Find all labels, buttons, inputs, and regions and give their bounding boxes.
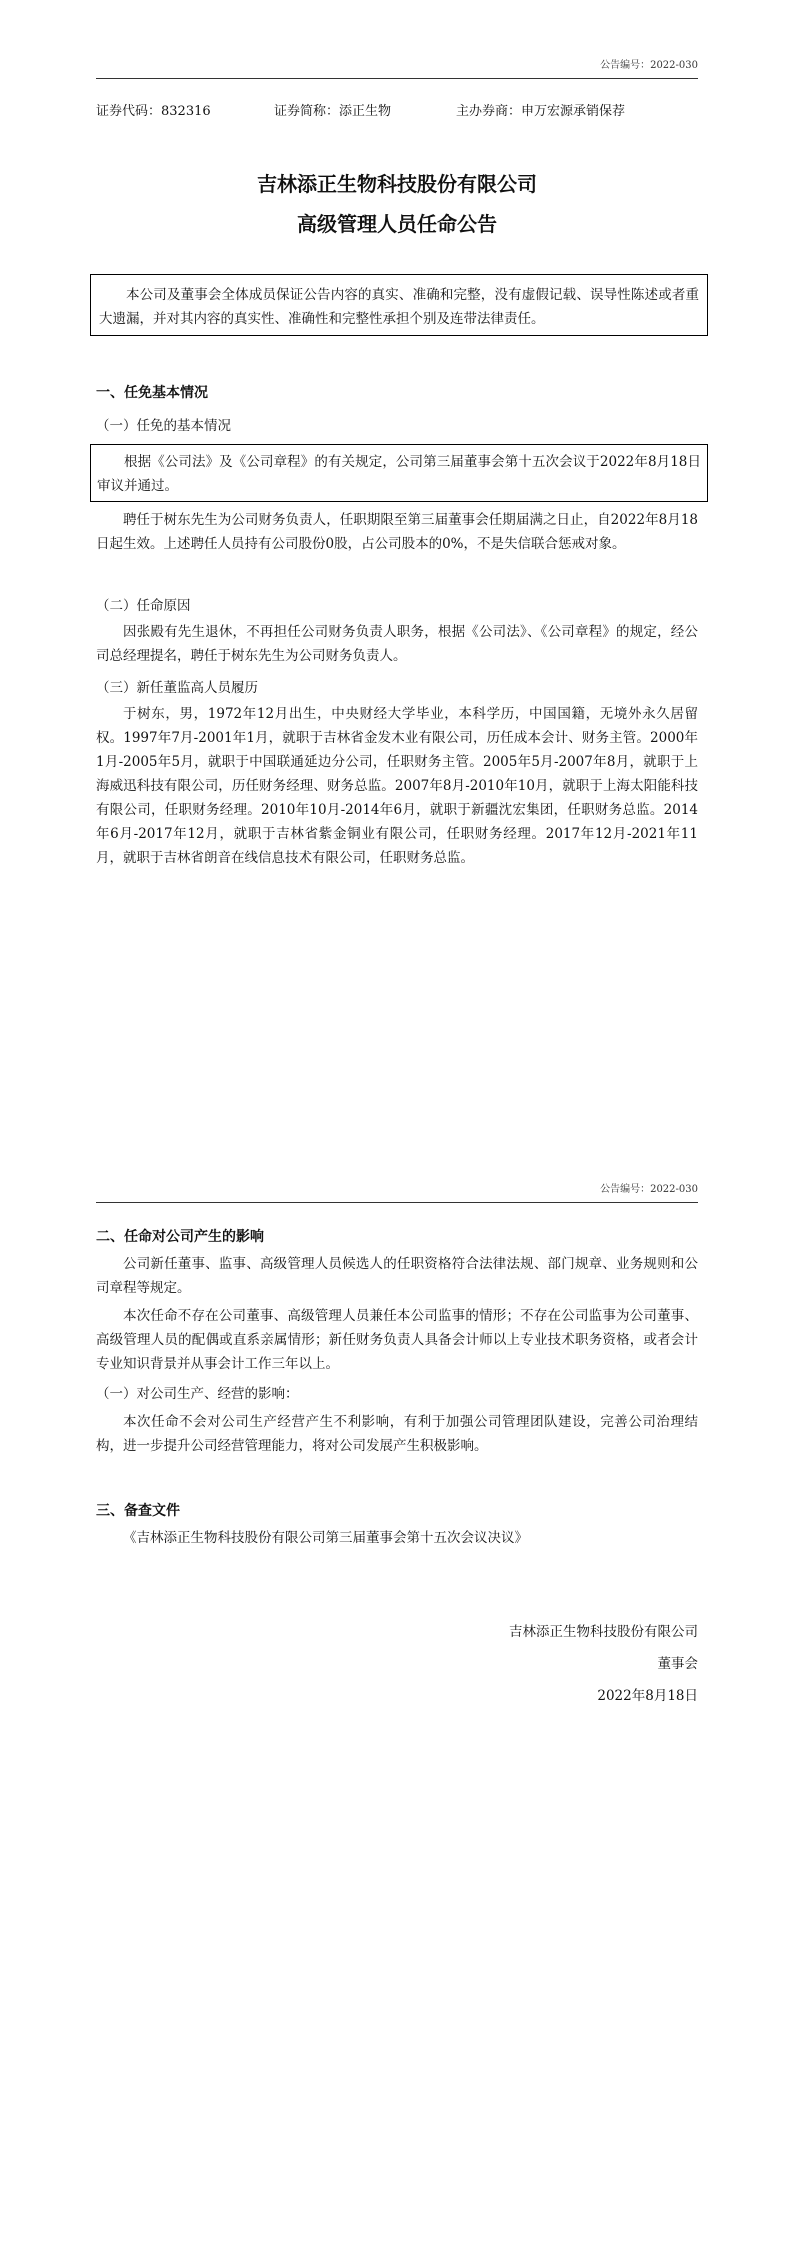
document-title: 高级管理人员任命公告 — [297, 212, 497, 236]
stock-code: 证券代码：832316 — [96, 104, 211, 119]
signature-board: 董事会 — [657, 1656, 698, 1672]
subsection-1-heading: （一）任免的基本情况 — [96, 418, 231, 434]
stock-abbreviation: 证券简称：添正生物 — [274, 104, 392, 119]
header-rule — [96, 1202, 698, 1203]
announcement-number: 公告编号：2022-030 — [600, 60, 698, 71]
impact-paragraph: 本次任命不会对公司生产经营产生不利影响，有利于加强公司管理团队建设，完善公司治理结构，进一步提升公司经营管理能力，将对公司发展产生积极影响。 — [96, 1414, 698, 1454]
announcement-number: 公告编号：2022-030 — [600, 1184, 698, 1195]
appointment-reason-paragraph: 因张殿有先生退休，不再担任公司财务负责人职务，根据《公司法》、《公司章程》的规定，经公司总经理提名，聘任于树东先生为公司财务负责人。 — [96, 624, 698, 664]
header-rule — [96, 78, 698, 79]
company-title: 吉林添正生物科技股份有限公司 — [257, 172, 537, 196]
impact-subsection-heading: （一）对公司生产、经营的影响： — [96, 1386, 299, 1402]
section-3-heading: 三、备查文件 — [96, 1503, 180, 1519]
subsection-2-heading: （二）任命原因 — [96, 598, 191, 614]
appointment-paragraph: 聘任于树东先生为公司财务负责人，任职期限至第三届董事会任期届满之日止，自2022年8月18日起生效。上述聘任人员持有公司股份0股，占公司股本的0%，不是失信联合惩戒对象。 — [96, 512, 698, 552]
sponsor-broker: 主办券商：申万宏源承销保荐 — [456, 104, 626, 119]
resolution-paragraph: 根据《公司法》及《公司章程》的有关规定，公司第三届董事会第十五次会议于2022年8月18日审议并通过。 — [90, 444, 708, 502]
reference-document: 《吉林添正生物科技股份有限公司第三届董事会第十五次会议决议》 — [123, 1530, 528, 1546]
responsibility-notice: 本公司及董事会全体成员保证公告内容的真实、准确和完整，没有虚假记载、误导性陈述或者重大遗漏，并对其内容的真实性、准确性和完整性承担个别及连带法律责任。 — [90, 274, 708, 336]
signature-company: 吉林添正生物科技股份有限公司 — [509, 1624, 698, 1640]
section-2-heading: 二、任命对公司产生的影响 — [96, 1229, 264, 1245]
securities-info-row — [96, 100, 698, 119]
section-1-heading: 一、任免基本情况 — [96, 385, 208, 401]
qualification-paragraph: 公司新任董事、监事、高级管理人员候选人的任职资格符合法律法规、部门规章、业务规则和公司章程等规定。 — [96, 1256, 698, 1296]
signature-date: 2022年8月18日 — [597, 1688, 698, 1704]
subsection-3-heading: （三）新任董监高人员履历 — [96, 680, 258, 696]
resume-paragraph: 于树东，男，1972年12月出生，中央财经大学毕业，本科学历，中国国籍，无境外永久居留权。1997年7月-2001年1月，就职于吉林省金发木业有限公司，历任成本会计、财务主管。2000年1月-2005年5月，就职于中国联通延边分公司，任职财务主管。2005年5月-2007年8月，就职于上海威迅科技有限公司，历任财务经理、财务总监。2007年8月-2010年10月，就职于上海太阳能科技有限公司，任职财务经理。2010年10月-2014年6月，就职于新疆沈宏集团，任职财务总监。2014年6月-2017年12月，就职于吉林省紫金铜业有限公司，任职财务经理。2017年12月-2021年11月，就职于吉林省朗音在线信息技术有限公司，任职财务总监。 — [96, 706, 698, 866]
independence-paragraph: 本次任命不存在公司董事、高级管理人员兼任本公司监事的情形；不存在公司监事为公司董事、高级管理人员的配偶或直系亲属情形；新任财务负责人具备会计师以上专业技术职务资格，或者会计专业知识背景并从事会计工作三年以上。 — [96, 1308, 698, 1372]
